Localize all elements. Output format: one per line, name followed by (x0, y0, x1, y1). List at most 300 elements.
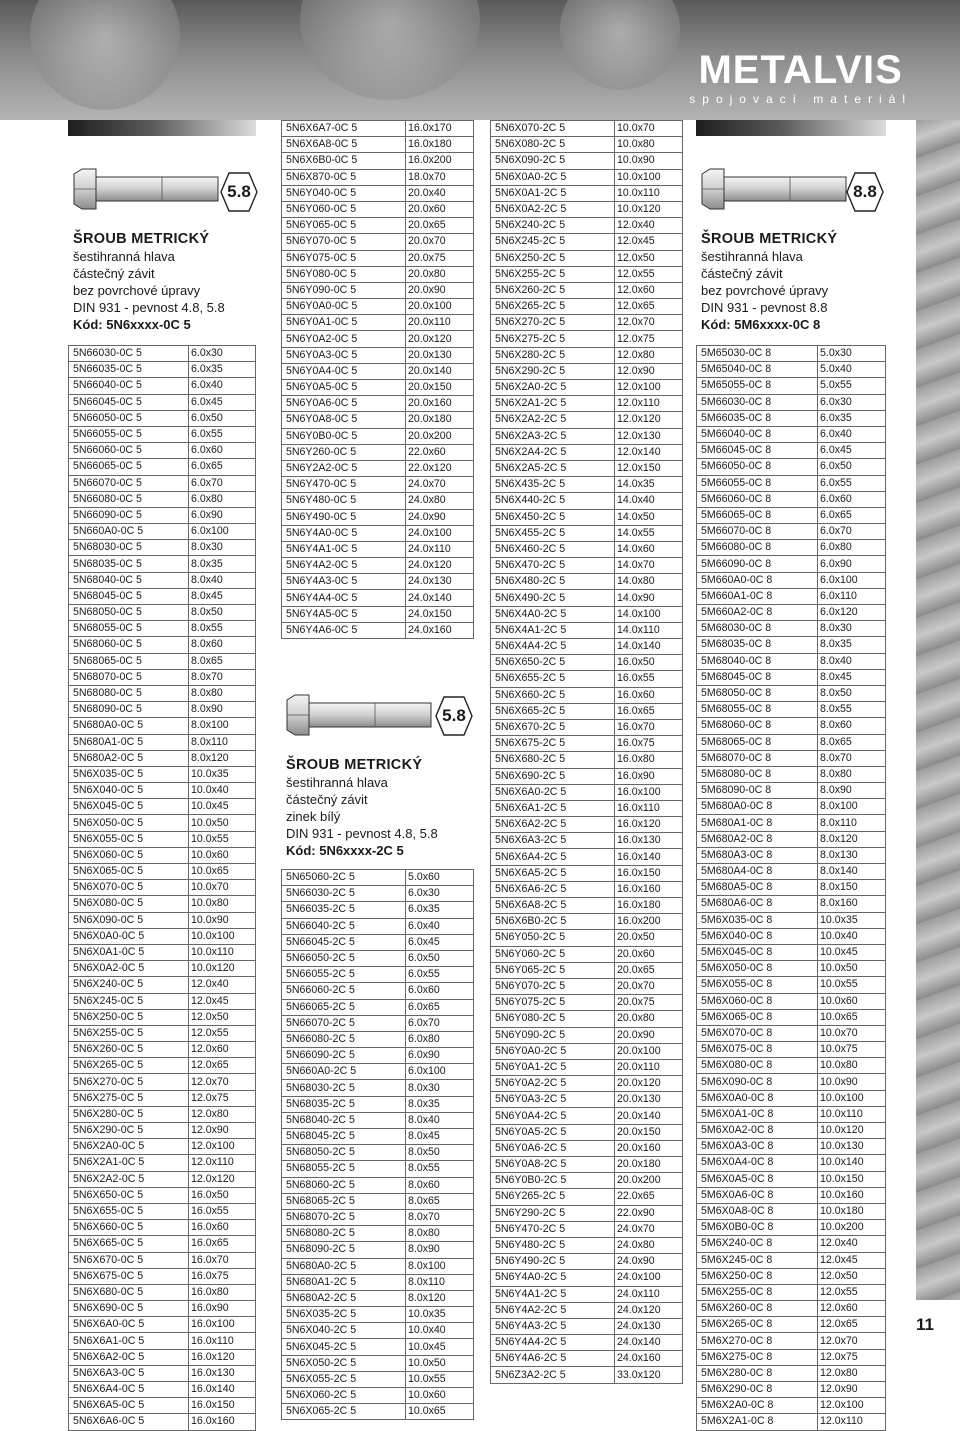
part-code-cell: 5N6Y070-0C 5 (282, 234, 406, 250)
dimension-cell: 16.0x90 (189, 1301, 256, 1317)
part-code-cell: 5N6X675-2C 5 (491, 736, 615, 752)
dimension-cell: 8.0x45 (406, 1129, 474, 1145)
table-row (282, 1371, 474, 1387)
table-row (69, 362, 256, 378)
part-code-cell: 5N6X040-2C 5 (282, 1323, 406, 1339)
part-code-cell: 5N68050-2C 5 (282, 1145, 406, 1161)
table-row (491, 865, 683, 881)
part-code-cell: 5N6X2A3-2C 5 (491, 428, 615, 444)
part-code-cell: 5N66065-2C 5 (282, 999, 406, 1015)
part-code-cell: 5M660A2-0C 8 (697, 605, 818, 621)
table-row (69, 410, 256, 426)
desc-line: DIN 931 - pevnost 4.8, 5.8 (286, 826, 438, 841)
table-row (697, 1171, 886, 1187)
part-code-cell: 5N6X6A6-2C 5 (491, 881, 615, 897)
table-row (69, 1252, 256, 1268)
dimension-cell: 6.0x35 (818, 410, 886, 426)
table-row (69, 1139, 256, 1155)
dimension-cell: 12.0x120 (615, 412, 683, 428)
part-code-cell: 5M68055-0C 8 (697, 702, 818, 718)
table-row (282, 331, 474, 347)
table-row (491, 1221, 683, 1237)
table-row (491, 493, 683, 509)
table-row (282, 266, 474, 282)
table-row (491, 1076, 683, 1092)
table-row (697, 1398, 886, 1414)
table-row (69, 556, 256, 572)
dimension-cell: 10.0x70 (615, 121, 683, 137)
section-title: ŠROUB METRICKÝ (286, 757, 423, 773)
dimension-cell: 8.0x80 (818, 766, 886, 782)
hex-bolt-icon (285, 694, 435, 736)
table-row (491, 606, 683, 622)
table-row (69, 1074, 256, 1090)
dimension-cell: 6.0x35 (406, 902, 474, 918)
part-code-cell: 5N6X270-2C 5 (491, 315, 615, 331)
part-code-cell: 5N6X6A5-0C 5 (69, 1398, 189, 1414)
dimension-cell: 8.0x65 (818, 734, 886, 750)
dimension-cell: 33.0x120 (615, 1367, 683, 1383)
table-row (282, 1242, 474, 1258)
part-code-cell: 5N6X655-2C 5 (491, 671, 615, 687)
dimension-cell: 6.0x80 (406, 1031, 474, 1047)
table-row (491, 833, 683, 849)
table-row (491, 266, 683, 282)
table-row (282, 886, 474, 902)
table-row (697, 864, 886, 880)
dimension-cell: 6.0x30 (818, 394, 886, 410)
part-code-cell: 5N6X470-2C 5 (491, 558, 615, 574)
part-code-cell: 5M66060-0C 8 (697, 491, 818, 507)
table-row (69, 588, 256, 604)
table-row (69, 621, 256, 637)
part-code-cell: 5N6Y4A1-2C 5 (491, 1286, 615, 1302)
desc-line: šestihranná hlava (73, 249, 175, 264)
table-row (282, 1388, 474, 1404)
dimension-cell: 6.0x90 (818, 556, 886, 572)
table-row (491, 590, 683, 606)
dimension-cell: 16.0x55 (615, 671, 683, 687)
table-row (697, 928, 886, 944)
table-row (69, 491, 256, 507)
table-row (69, 993, 256, 1009)
table-row (282, 347, 474, 363)
part-code-cell: 5M68030-0C 8 (697, 621, 818, 637)
dimension-cell: 12.0x90 (818, 1382, 886, 1398)
column-3 (490, 120, 683, 1384)
table-row (697, 750, 886, 766)
table-row (491, 185, 683, 201)
table-row (282, 558, 474, 574)
dimension-cell: 5.0x60 (406, 870, 474, 886)
table-row (697, 1365, 886, 1381)
table-row (282, 1274, 474, 1290)
part-code-cell: 5N6X0A1-2C 5 (491, 185, 615, 201)
table-row (697, 1284, 886, 1300)
part-code-cell: 5N6X0A0-0C 5 (69, 928, 189, 944)
part-code-cell: 5N6X6A4-0C 5 (69, 1382, 189, 1398)
dimension-cell: 8.0x140 (818, 864, 886, 880)
table-row (69, 378, 256, 394)
table-row (282, 999, 474, 1015)
table-row (282, 169, 474, 185)
part-code-cell: 5N6Y265-2C 5 (491, 1189, 615, 1205)
table-row (69, 1301, 256, 1317)
dimension-cell: 16.0x70 (615, 719, 683, 735)
dimension-cell: 6.0x90 (406, 1048, 474, 1064)
part-code-cell: 5N6X090-2C 5 (491, 153, 615, 169)
table-row (697, 1042, 886, 1058)
dimension-cell: 8.0x60 (189, 637, 256, 653)
part-code-cell: 5N6Y0A4-0C 5 (282, 363, 406, 379)
dimension-cell: 6.0x120 (818, 605, 886, 621)
table-row (491, 1351, 683, 1367)
table-row (491, 1059, 683, 1075)
dimension-cell: 16.0x150 (189, 1398, 256, 1414)
dimension-cell: 16.0x80 (615, 752, 683, 768)
table-row (282, 1080, 474, 1096)
dimension-cell: 12.0x80 (818, 1365, 886, 1381)
part-code-cell: 5N6X255-2C 5 (491, 266, 615, 282)
dimension-cell: 22.0x65 (615, 1189, 683, 1205)
dimension-cell: 16.0x160 (189, 1414, 256, 1430)
dimension-cell: 24.0x160 (406, 622, 474, 638)
table-row (282, 1177, 474, 1193)
part-code-cell: 5N6X045-2C 5 (282, 1339, 406, 1355)
dimension-cell: 10.0x120 (818, 1123, 886, 1139)
table-row (282, 218, 474, 234)
dimension-cell: 16.0x200 (406, 153, 474, 169)
part-code-cell: 5M6X0A1-0C 8 (697, 1106, 818, 1122)
dimension-cell: 8.0x90 (406, 1242, 474, 1258)
table-row (69, 443, 256, 459)
part-code-cell: 5N6Y4A6-2C 5 (491, 1351, 615, 1367)
table-row (491, 1011, 683, 1027)
part-code-cell: 5N6Y470-2C 5 (491, 1221, 615, 1237)
dimension-cell: 10.0x100 (615, 169, 683, 185)
dimension-cell: 8.0x40 (189, 572, 256, 588)
dimension-cell: 10.0x50 (818, 961, 886, 977)
part-code-cell: 5N6X490-2C 5 (491, 590, 615, 606)
part-code-cell: 5N6Y040-0C 5 (282, 185, 406, 201)
table-row (491, 1318, 683, 1334)
table-row (697, 1058, 886, 1074)
table-row (69, 1203, 256, 1219)
table-row (282, 363, 474, 379)
dimension-cell: 8.0x150 (818, 880, 886, 896)
dimension-cell: 10.0x70 (189, 880, 256, 896)
dimension-cell: 12.0x60 (189, 1042, 256, 1058)
table-row (697, 1025, 886, 1041)
table-row (69, 475, 256, 491)
part-code-cell: 5N6X690-2C 5 (491, 768, 615, 784)
part-code-cell: 5N66080-0C 5 (69, 491, 189, 507)
part-code-cell: 5M66080-0C 8 (697, 540, 818, 556)
part-code-cell: 5N6X665-2C 5 (491, 703, 615, 719)
table-row (69, 718, 256, 734)
dimension-cell: 8.0x100 (818, 799, 886, 815)
table-row (491, 1140, 683, 1156)
table-row (69, 1025, 256, 1041)
thread-photo-strip (916, 120, 960, 1300)
dimension-cell: 6.0x50 (189, 410, 256, 426)
part-code-cell: 5N6X4A4-2C 5 (491, 639, 615, 655)
dimension-cell: 20.0x65 (615, 962, 683, 978)
table-row (491, 444, 683, 460)
dimension-cell: 6.0x35 (189, 362, 256, 378)
part-code-cell: 5N6Y075-0C 5 (282, 250, 406, 266)
desc-line: částečný závit (73, 266, 155, 281)
grade-badge: 8.8 (846, 172, 884, 212)
dimension-cell: 12.0x120 (189, 1171, 256, 1187)
table-row (69, 1268, 256, 1284)
table-row (697, 977, 886, 993)
table-row (697, 1139, 886, 1155)
part-code-cell: 5M65055-0C 8 (697, 378, 818, 394)
table-row (69, 1042, 256, 1058)
table-row (69, 864, 256, 880)
part-code-cell: 5N68050-0C 5 (69, 605, 189, 621)
table-row (282, 509, 474, 525)
dimension-cell: 8.0x100 (189, 718, 256, 734)
dimension-cell: 10.0x50 (406, 1355, 474, 1371)
dimension-cell: 12.0x40 (189, 977, 256, 993)
table-row (69, 1398, 256, 1414)
dimension-cell: 8.0x120 (406, 1290, 474, 1306)
table-row (697, 346, 886, 362)
part-code-cell: 5N6Y050-2C 5 (491, 930, 615, 946)
desc-line: DIN 931 - pevnost 4.8, 5.8 (73, 300, 225, 315)
part-code-cell: 5N6X280-0C 5 (69, 1106, 189, 1122)
table-row (697, 394, 886, 410)
part-code-cell: 5M68045-0C 8 (697, 669, 818, 685)
dimension-cell: 20.0x120 (615, 1076, 683, 1092)
part-code-cell: 5N680A0-2C 5 (282, 1258, 406, 1274)
table-row (697, 1317, 886, 1333)
dimension-cell: 20.0x65 (406, 218, 474, 234)
part-code-cell: 5N6Y4A3-2C 5 (491, 1318, 615, 1334)
part-code-cell: 5N6X090-0C 5 (69, 912, 189, 928)
dimension-cell: 8.0x50 (406, 1145, 474, 1161)
part-code-cell: 5N66070-2C 5 (282, 1015, 406, 1031)
part-code-cell: 5N68055-0C 5 (69, 621, 189, 637)
dimension-cell: 10.0x45 (406, 1339, 474, 1355)
table-row (69, 1333, 256, 1349)
dimension-cell: 20.0x70 (406, 234, 474, 250)
dimension-cell: 20.0x60 (406, 201, 474, 217)
table-row (282, 444, 474, 460)
dimension-cell: 20.0x120 (406, 331, 474, 347)
dimension-cell: 24.0x100 (615, 1270, 683, 1286)
dimension-cell: 6.0x50 (406, 950, 474, 966)
table-row (69, 1187, 256, 1203)
table-row (491, 218, 683, 234)
dimension-cell: 8.0x70 (406, 1209, 474, 1225)
part-code-cell: 5N6X660-0C 5 (69, 1220, 189, 1236)
dimension-cell: 12.0x65 (189, 1058, 256, 1074)
part-code-cell: 5M68090-0C 8 (697, 783, 818, 799)
table-row (697, 588, 886, 604)
dimension-cell: 16.0x100 (615, 784, 683, 800)
part-code-cell: 5N6X050-0C 5 (69, 815, 189, 831)
dimension-cell: 16.0x130 (189, 1365, 256, 1381)
dimension-cell: 14.0x100 (615, 606, 683, 622)
part-code-cell: 5N6X6A4-2C 5 (491, 849, 615, 865)
dimension-cell: 16.0x55 (189, 1203, 256, 1219)
product-code: Kód: 5N6xxxx-2C 5 (286, 843, 404, 858)
table-row (697, 362, 886, 378)
dimension-cell: 10.0x35 (818, 912, 886, 928)
dimension-cell: 16.0x100 (189, 1317, 256, 1333)
part-code-cell: 5N6X0A1-0C 5 (69, 944, 189, 960)
part-code-cell: 5N68070-0C 5 (69, 669, 189, 685)
part-code-cell: 5N6Y4A4-0C 5 (282, 590, 406, 606)
dimension-cell: 8.0x120 (189, 750, 256, 766)
dimension-cell: 10.0x45 (818, 944, 886, 960)
part-code-cell: 5N6Y070-2C 5 (491, 978, 615, 994)
part-code-cell: 5N6X035-2C 5 (282, 1307, 406, 1323)
part-code-cell: 5N6Y260-0C 5 (282, 444, 406, 460)
part-code-cell: 5N66060-2C 5 (282, 983, 406, 999)
part-code-cell: 5M6X050-0C 8 (697, 961, 818, 977)
part-code-cell: 5N6Y060-2C 5 (491, 946, 615, 962)
part-code-cell: 5M6X260-0C 8 (697, 1301, 818, 1317)
dimension-cell: 12.0x70 (818, 1333, 886, 1349)
part-code-cell: 5N6X6A5-2C 5 (491, 865, 615, 881)
table-row (491, 315, 683, 331)
table-row (491, 881, 683, 897)
part-code-cell: 5N6Y0A0-2C 5 (491, 1043, 615, 1059)
dimension-cell: 10.0x90 (818, 1074, 886, 1090)
dimension-cell: 14.0x90 (615, 590, 683, 606)
part-code-cell: 5N68065-2C 5 (282, 1193, 406, 1209)
dimension-cell: 6.0x90 (189, 507, 256, 523)
table-row (491, 946, 683, 962)
table-row (491, 1173, 683, 1189)
dimension-cell: 12.0x40 (818, 1236, 886, 1252)
table-row (69, 961, 256, 977)
dimension-cell: 24.0x90 (615, 1254, 683, 1270)
table-row (69, 540, 256, 556)
table-row (491, 930, 683, 946)
table-row (697, 524, 886, 540)
dimension-cell: 8.0x130 (818, 847, 886, 863)
part-code-cell: 5M6X0A0-0C 8 (697, 1090, 818, 1106)
dimension-cell: 6.0x100 (406, 1064, 474, 1080)
part-code-cell: 5N6X4A0-2C 5 (491, 606, 615, 622)
nut-photo (560, 0, 680, 90)
table-row (491, 671, 683, 687)
dimension-cell: 16.0x60 (189, 1220, 256, 1236)
dimension-cell: 16.0x65 (615, 703, 683, 719)
part-code-cell: 5N6X870-0C 5 (282, 169, 406, 185)
dimension-cell: 8.0x70 (818, 750, 886, 766)
part-code-cell: 5N6Z3A2-2C 5 (491, 1367, 615, 1383)
dimension-cell: 12.0x110 (615, 396, 683, 412)
part-code-cell: 5N6X270-0C 5 (69, 1074, 189, 1090)
table-row (69, 1171, 256, 1187)
table-row (282, 1161, 474, 1177)
dimension-cell: 24.0x70 (615, 1221, 683, 1237)
part-code-cell: 5N6X650-2C 5 (491, 655, 615, 671)
part-code-cell: 5M6X265-0C 8 (697, 1317, 818, 1333)
part-code-cell: 5N68030-0C 5 (69, 540, 189, 556)
section-title-block (73, 231, 225, 333)
column-1 (68, 120, 256, 1431)
part-code-cell: 5N66050-2C 5 (282, 950, 406, 966)
part-code-cell: 5N6X440-2C 5 (491, 493, 615, 509)
table-row (697, 1301, 886, 1317)
part-code-cell: 5N68035-2C 5 (282, 1096, 406, 1112)
dimension-cell: 20.0x100 (615, 1043, 683, 1059)
part-code-cell: 5N6X260-2C 5 (491, 282, 615, 298)
table-row (69, 653, 256, 669)
part-code-cell: 5M6X075-0C 8 (697, 1042, 818, 1058)
part-code-cell: 5N6X250-0C 5 (69, 1009, 189, 1025)
dimension-cell: 14.0x40 (615, 493, 683, 509)
dimension-cell: 24.0x70 (406, 477, 474, 493)
section-topbar (696, 120, 886, 136)
table-row (697, 1268, 886, 1284)
table-row (491, 396, 683, 412)
part-code-cell: 5N6X065-2C 5 (282, 1404, 406, 1420)
part-code-cell: 5N6Y490-0C 5 (282, 509, 406, 525)
dimension-cell: 20.0x130 (615, 1092, 683, 1108)
part-code-cell: 5N6X240-0C 5 (69, 977, 189, 993)
table-row (697, 443, 886, 459)
part-code-cell: 5N6X055-2C 5 (282, 1371, 406, 1387)
table-row (282, 380, 474, 396)
dimension-cell: 10.0x60 (818, 993, 886, 1009)
dimension-cell: 14.0x60 (615, 541, 683, 557)
part-code-cell: 5N6X290-2C 5 (491, 363, 615, 379)
part-code-cell: 5N6X6A1-2C 5 (491, 800, 615, 816)
table-row (69, 459, 256, 475)
dimension-cell: 8.0x110 (818, 815, 886, 831)
part-code-cell: 5N6Y0B0-2C 5 (491, 1173, 615, 1189)
dimension-cell: 20.0x180 (406, 412, 474, 428)
part-code-cell: 5N6X6A7-0C 5 (282, 121, 406, 137)
table-row (697, 912, 886, 928)
table-row (697, 766, 886, 782)
part-code-cell: 5M6X0A6-0C 8 (697, 1187, 818, 1203)
dimension-cell: 20.0x40 (406, 185, 474, 201)
dimension-cell: 10.0x65 (406, 1404, 474, 1420)
table-row (697, 944, 886, 960)
dimension-cell: 16.0x50 (615, 655, 683, 671)
dimension-cell: 6.0x60 (189, 443, 256, 459)
dimension-cell: 16.0x110 (615, 800, 683, 816)
table-row (491, 1367, 683, 1383)
part-code-cell: 5N680A0-0C 5 (69, 718, 189, 734)
dimension-cell: 12.0x55 (189, 1025, 256, 1041)
dimension-cell: 20.0x150 (615, 1124, 683, 1140)
dimension-cell: 6.0x40 (818, 426, 886, 442)
table-row (69, 734, 256, 750)
dimension-cell: 10.0x150 (818, 1171, 886, 1187)
dimension-cell: 10.0x40 (189, 783, 256, 799)
parts-table (281, 120, 474, 639)
dimension-cell: 14.0x55 (615, 525, 683, 541)
dimension-cell: 16.0x130 (615, 833, 683, 849)
dimension-cell: 8.0x100 (406, 1258, 474, 1274)
table-row (282, 590, 474, 606)
part-code-cell: 5N6X480-2C 5 (491, 574, 615, 590)
dimension-cell: 12.0x75 (189, 1090, 256, 1106)
dimension-cell: 6.0x40 (406, 918, 474, 934)
table-row (69, 1009, 256, 1025)
table-row (697, 718, 886, 734)
